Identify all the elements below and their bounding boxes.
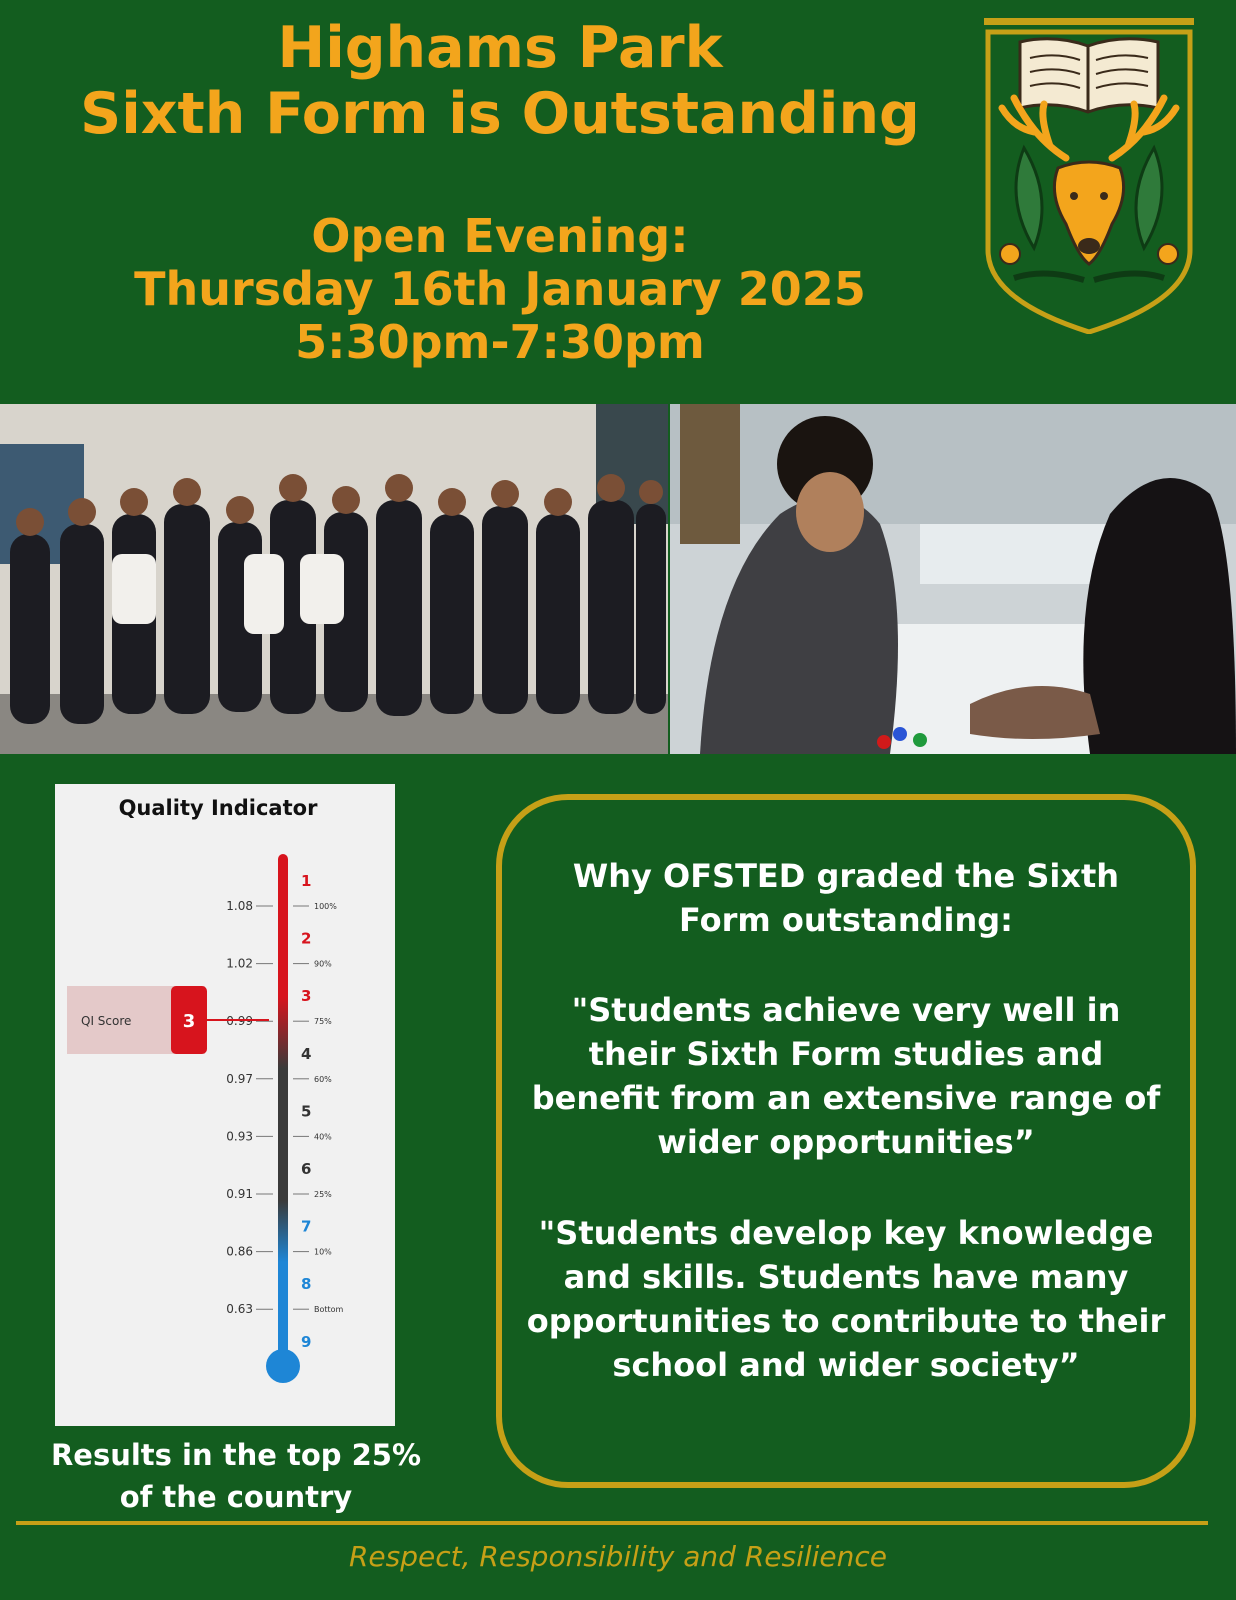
qi-score-tick-label: 1.08 bbox=[226, 899, 253, 913]
qi-score-tick-label: 0.91 bbox=[226, 1187, 253, 1201]
open-evening-time: 5:30pm-7:30pm bbox=[295, 315, 705, 369]
open-evening-label: Open Evening: bbox=[311, 209, 689, 263]
quality-indicator-gauge bbox=[55, 784, 395, 1426]
open-evening-date: Thursday 16th January 2025 bbox=[134, 262, 866, 316]
qi-grade-number: 8 bbox=[301, 1275, 312, 1294]
qi-percentile-label: 90% bbox=[314, 959, 332, 969]
qi-score-value: 3 bbox=[182, 1011, 196, 1032]
qi-grade-number: 2 bbox=[301, 929, 312, 948]
qi-grade-number: 6 bbox=[301, 1160, 312, 1178]
qi-percentile-label: 60% bbox=[314, 1074, 332, 1084]
qi-grade-number: 7 bbox=[301, 1217, 312, 1236]
qi-percentile-label: 75% bbox=[314, 1017, 332, 1027]
ofsted-quote-1: "Students achieve very well in their Sixth Form studies and benefit from an extensive range of wider opportunities” bbox=[531, 991, 1161, 1161]
qi-score-tick-label: 0.99 bbox=[226, 1014, 253, 1029]
ofsted-quote-box bbox=[496, 794, 1196, 1488]
quality-indicator-panel bbox=[55, 784, 395, 1426]
results-caption bbox=[0, 1434, 472, 1518]
title-line-2: Sixth Form is Outstanding bbox=[80, 81, 920, 147]
qi-title: Quality Indicator bbox=[118, 796, 318, 820]
qi-percentile-label: 10% bbox=[314, 1247, 332, 1257]
qi-score-tick-label: 0.63 bbox=[226, 1302, 253, 1317]
students-group-photo bbox=[0, 404, 668, 754]
qi-score-tick-label: 0.86 bbox=[226, 1244, 253, 1259]
qi-score-tick-label: 0.93 bbox=[226, 1129, 253, 1144]
thermometer-tube bbox=[278, 854, 288, 1364]
qi-grade-number: 9 bbox=[301, 1332, 312, 1351]
results-caption-line-2: of the country bbox=[119, 1480, 353, 1514]
qi-grade-number: 4 bbox=[301, 1044, 312, 1063]
ofsted-heading: Why OFSTED graded the Sixth Form outstanding: bbox=[572, 857, 1120, 939]
thermometer-bulb bbox=[266, 1349, 300, 1383]
qi-percentile-label: Bottom bbox=[314, 1305, 344, 1315]
qi-percentile-label: 40% bbox=[314, 1132, 332, 1142]
qi-percentile-label: 100% bbox=[314, 902, 337, 911]
title-line-1: Highams Park bbox=[277, 15, 723, 81]
qi-score-tick-label: 0.97 bbox=[226, 1071, 253, 1086]
school-crest-logo bbox=[984, 18, 1194, 334]
qi-score-tick-label: 1.02 bbox=[226, 956, 253, 971]
qi-percentile-label: 25% bbox=[314, 1190, 332, 1199]
footer-divider bbox=[16, 1521, 1208, 1525]
qi-grade-number: 1 bbox=[301, 872, 312, 890]
results-caption-line-1: Results in the top 25% bbox=[50, 1438, 422, 1472]
qi-grade-number: 5 bbox=[301, 1102, 312, 1121]
qi-grade-number: 3 bbox=[301, 987, 312, 1006]
classroom-photo bbox=[670, 404, 1236, 754]
ofsted-quote-2: "Students develop key knowledge and skills. Students have many opportunities to contribute to their school and wider society” bbox=[526, 1214, 1166, 1384]
school-motto: Respect, Responsibility and Resilience bbox=[348, 1540, 888, 1573]
qi-score-label: QI Score bbox=[81, 1014, 132, 1028]
